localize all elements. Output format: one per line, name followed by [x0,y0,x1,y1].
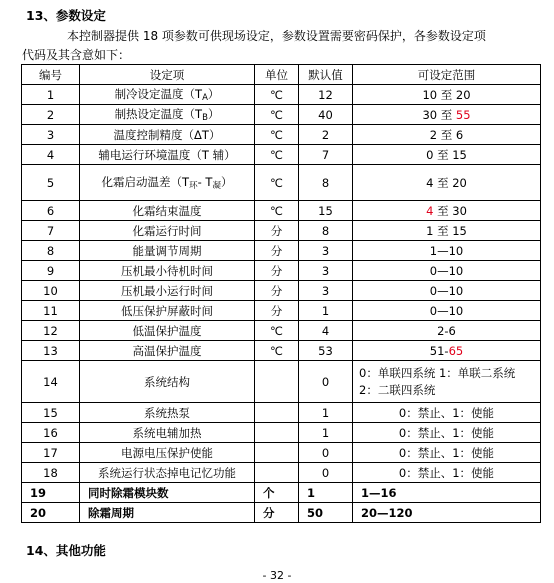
header-default: 默认值 [299,65,353,85]
row-unit: 分 [255,281,299,301]
row-default: 12 [299,85,353,105]
row-range: 0—10 [353,301,541,321]
header-unit: 单位 [255,65,299,85]
row-item: 系统运行状态掉电记忆功能 [80,463,255,483]
intro-line-1: 本控制器提供 18 项参数可供现场设定，参数设置需要密码保护，各参数设定项 [67,29,486,43]
row-range: 0：禁止、1：使能 [353,403,541,423]
table-row [22,145,541,165]
row-item: 压机最小待机时间 [80,261,255,281]
row-item: 系统结构 [80,361,255,403]
row-number: 14 [22,361,80,403]
row-default: 1 [299,483,353,503]
row-default: 0 [299,361,353,403]
table-row [22,341,541,361]
row-number: 15 [22,403,80,423]
row-default: 0 [299,463,353,483]
row-unit: 个 [255,483,299,503]
row-unit: 分 [255,241,299,261]
row-range: 2 至 6 [353,125,541,145]
row-unit: ℃ [255,105,299,125]
row-range: 0—10 [353,281,541,301]
row-item: 低温保护温度 [80,321,255,341]
row-range: 0：单联四系统 1：单联二系统 2：二联四系统 [353,361,541,403]
table-header-row [22,65,541,85]
row-range: 20—120 [353,503,541,523]
row-unit: 分 [255,221,299,241]
table-row [22,281,541,301]
row-range: 10 至 20 [353,85,541,105]
row-default: 53 [299,341,353,361]
table-row [22,125,541,145]
row-number: 18 [22,463,80,483]
parameter-table [21,64,541,523]
row-default: 3 [299,281,353,301]
row-unit: 分 [255,261,299,281]
row-number: 19 [22,483,80,503]
row-range: 2-6 [353,321,541,341]
table-row [22,423,541,443]
row-unit: ℃ [255,85,299,105]
table-row [22,483,541,503]
row-number: 10 [22,281,80,301]
row-range: 1—10 [353,241,541,261]
intro-line-2: 代码及其含意如下： [22,48,131,62]
table-row [22,403,541,423]
row-unit: ℃ [255,201,299,221]
table-row [22,443,541,463]
row-range: 0：禁止、1：使能 [353,443,541,463]
row-default: 3 [299,241,353,261]
row-default: 1 [299,403,353,423]
row-range: 51-65 [353,341,541,361]
header-range: 可设定范围 [353,65,541,85]
row-default: 8 [299,165,353,201]
table-row [22,85,541,105]
row-item: 化霜启动温差（$T_环-$ $T_凝$） [80,165,255,201]
table-row [22,361,541,403]
table-row [22,165,541,201]
row-default: 7 [299,145,353,165]
row-unit: ℃ [255,165,299,201]
row-item: 化霜结束温度 [80,201,255,221]
row-unit: ℃ [255,341,299,361]
section-heading: 13、参数设定 [26,8,106,23]
row-item: 压机最小运行时间 [80,281,255,301]
row-default: 1 [299,423,353,443]
row-number: 9 [22,261,80,281]
row-item: 化霜运行时间 [80,221,255,241]
row-range: 0：禁止、1：使能 [353,463,541,483]
row-default: 2 [299,125,353,145]
row-unit [255,403,299,423]
row-item: 系统电辅加热 [80,423,255,443]
row-range: 30 至 55 [353,105,541,125]
row-default: 40 [299,105,353,125]
row-item: 同时除霜模块数 [80,483,255,503]
row-number: 17 [22,443,80,463]
row-item: 制热设定温度$(T_B)$ [80,105,255,125]
row-item: 低压保护屏蔽时间 [80,301,255,321]
row-range: 1—16 [353,483,541,503]
row-default: 15 [299,201,353,221]
row-range: 4 至 30 [353,201,541,221]
table-row [22,241,541,261]
next-section-heading: 14、其他功能 [26,543,106,558]
row-number: 11 [22,301,80,321]
row-item: 电源电压保护使能 [80,443,255,463]
row-item: 辅电运行环境温度（T 辅） [80,145,255,165]
row-unit: 分 [255,503,299,523]
table-row [22,321,541,341]
row-default: 50 [299,503,353,523]
table-row [22,463,541,483]
row-unit: ℃ [255,145,299,165]
page-number: - 32 - [262,569,292,582]
row-range: 1 至 15 [353,221,541,241]
row-item: 温度控制精度（ΔT） [80,125,255,145]
row-number: 8 [22,241,80,261]
row-item: 系统热泵 [80,403,255,423]
table-row [22,201,541,221]
row-number: 1 [22,85,80,105]
row-number: 4 [22,145,80,165]
row-number: 12 [22,321,80,341]
row-unit [255,463,299,483]
table-row [22,221,541,241]
table-row [22,301,541,321]
row-number: 5 [22,165,80,201]
header-setting-item: 设定项 [80,65,255,85]
row-default: 4 [299,321,353,341]
row-range: 0—10 [353,261,541,281]
row-default: 3 [299,261,353,281]
row-range: 4 至 20 [353,165,541,201]
row-number: 13 [22,341,80,361]
row-item: 高温保护温度 [80,341,255,361]
row-number: 7 [22,221,80,241]
row-default: 8 [299,221,353,241]
row-unit: 分 [255,301,299,321]
row-default: 0 [299,443,353,463]
row-item: 能量调节周期 [80,241,255,261]
row-unit: ℃ [255,321,299,341]
row-unit [255,423,299,443]
row-unit: ℃ [255,125,299,145]
row-number: 20 [22,503,80,523]
row-number: 6 [22,201,80,221]
row-range: 0 至 15 [353,145,541,165]
row-number: 16 [22,423,80,443]
header-number: 编号 [22,65,80,85]
table-row [22,105,541,125]
row-range: 0：禁止、1：使能 [353,423,541,443]
table-row [22,503,541,523]
row-number: 3 [22,125,80,145]
row-item: 制冷设定温度$(T_A)$ [80,85,255,105]
row-default: 1 [299,301,353,321]
row-unit [255,361,299,403]
row-number: 2 [22,105,80,125]
row-item: 除霜周期 [80,503,255,523]
table-row [22,261,541,281]
row-unit [255,443,299,463]
